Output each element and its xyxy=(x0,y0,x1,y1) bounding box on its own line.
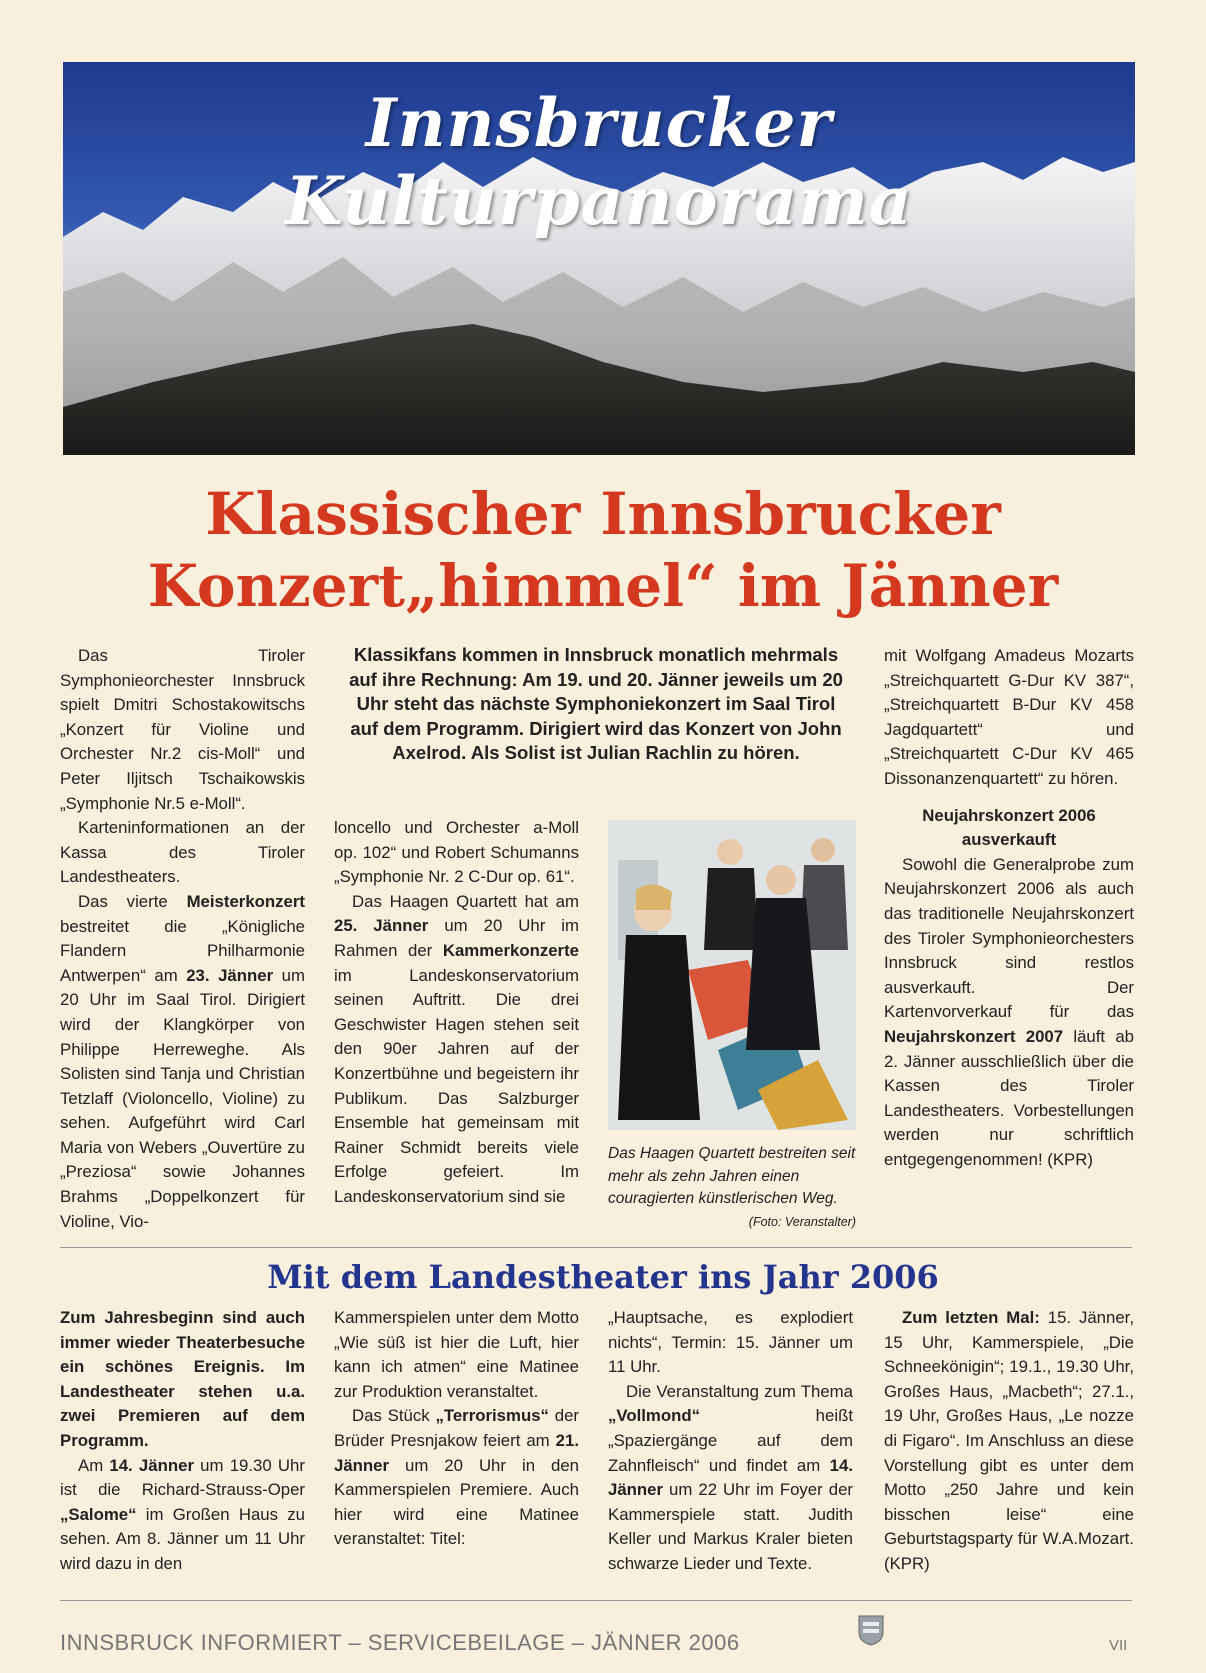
section-title: Mit dem Landestheater ins Jahr 2006 xyxy=(267,1258,939,1296)
article2-column-2 xyxy=(334,1306,579,1552)
photo-credit: (Foto: Veranstalter) xyxy=(748,1214,856,1229)
article2-column-1 xyxy=(60,1306,305,1577)
footer-text: INNSBRUCK INFORMIERT – SERVICEBEILAGE – JÄNNER 2006 xyxy=(60,1630,740,1655)
paragraph: Karteninformationen an der Kassa des Tiroler Landestheaters. xyxy=(60,818,305,887)
paragraph: Das vierte Meisterkonzert bestreitet die „Königliche Flandern Philharmonie Antwerpen“ am 23. Jänner um 20 Uhr im Saal Tirol. Dirigiert wird der Klangkörper von Philippe Herreweghe. Als Solisten sind Tanja und Christian Tetzlaff (Violoncello, Violine) zu sehen. Aufgeführt wird Carl Maria von Webers „Ouvertüre zu „Preziosa“ sowie Johannes Brahms „Doppelkonzert für Violine, Vio- xyxy=(60,891,305,1231)
paragraph: Sowohl die Generalprobe zum Neujahrskonzert 2006 als auch das traditionelle Neujahrskonzert des Tiroler Symphonieorchesters Innsbruck sind restlos ausverkauft. Der Kartenvorverkauf für das Neujahrskonzert 2007 läuft ab 2. Jänner ausschließlich über die Kassen des Tiroler Landestheaters. Vorbestellungen werden nur schriftlich entgegengenommen! (KPR) xyxy=(884,854,1135,1169)
paragraph: Am 14. Jänner um 19.30 Uhr ist die Richard-Strauss-Oper „Salome“ im Großen Haus zu sehen. Am 8. Jänner um 11 Uhr wird dazu in den xyxy=(60,1455,305,1573)
paragraph: Zum letzten Mal: 15. Jänner, 15 Uhr, Kammerspiele, „Die Schneekönigin“; 19.1., 19.30 Uhr, Großes Haus, „Macbeth“; 27.1., 19 Uhr, Großes Haus, „Le nozze di Figaro“. Im Anschluss an diese Vorstellung gibt es unter dem Motto „250 Jahre und kein bisschen leise“ eine Geburtstagsparty für W.A.Mozart. (KPR) xyxy=(884,1308,1134,1573)
banner-image xyxy=(63,62,1135,455)
headline-line-2: Konzert„himmel“ im Jänner xyxy=(147,552,1059,620)
city-crest-icon xyxy=(857,1612,885,1646)
photo-caption xyxy=(608,1143,856,1233)
paragraph: Das Tiroler Symphonieorchester Innsbruck spielt Dmitri Schostakowitschs „Konzert für Violine und Orchester Nr.2 cis-Moll“ und Peter Iljitsch Tschaikowskis „Symphonie Nr.5 e-Moll“. xyxy=(60,646,305,813)
page-number: VII xyxy=(1109,1637,1128,1654)
article1-lead: Klassikfans kommen in Innsbruck monatlich mehrmals auf ihre Rechnung: Am 19. und 20. Jänner jeweils um 20 Uhr steht das nächste Symphoniekonzert im Saal Tirol auf dem Programm. Dirigiert wird das Konzert von John Axelrod. Als Solist ist Julian Rachlin zu hören. xyxy=(349,644,843,763)
haagen-quartett-photo xyxy=(608,820,856,1130)
headline-line-1: Klassischer Innsbrucker xyxy=(205,480,1001,548)
article1-column-1 xyxy=(60,644,305,1234)
article2-column-4 xyxy=(884,1306,1134,1577)
caption-text: Das Haagen Quartett bestreiten seit mehr als zehn Jahren einen couragierten künstlerischen Weg. xyxy=(608,1145,856,1208)
footer-divider xyxy=(60,1600,1132,1601)
section-divider xyxy=(60,1247,1132,1248)
photo-illustration xyxy=(608,820,856,1130)
article2-column-3 xyxy=(608,1306,853,1577)
article1-column-2 xyxy=(334,816,579,1210)
paragraph: Die Veranstaltung zum Thema „Vollmond“ heißt „Spaziergänge auf dem Zahnfleisch“ und findet am 14. Jänner um 22 Uhr im Foyer der Kammerspiele statt. Judith Keller und Markus Kraler bieten schwarze Lieder und Texte. xyxy=(608,1381,853,1573)
article1-column-3 xyxy=(884,644,1134,1172)
banner-title: Innsbrucker Kulturpanorama xyxy=(285,84,913,240)
headline xyxy=(0,478,1206,622)
paragraph: mit Wolfgang Amadeus Mozarts „Streichquartett G-Dur KV 387“, „Streichquartett B-Dur KV 458 Jagdquartett“ und „Streichquartett C-Dur KV 465 Dissonanzenquartett“ zu hören. xyxy=(884,646,1134,788)
paragraph: Das Haagen Quartett hat am 25. Jänner um 20 Uhr im Rahmen der Kammerkonzerte im Landeskonservatorium seinen Auftritt. Die drei Geschwister Hagen stehen seit den 90er Jahren auf der Konzertbühne und begeistern ihr Publikum. Das Salzburger Ensemble hat gemeinsam mit Rainer Schmidt bereits viele Erfolge gefeiert. Im Landeskonservatorium sind sie xyxy=(334,891,579,1206)
paragraph: „Hauptsache, es explodiert nichts“, Termin: 15. Jänner um 11 Uhr. xyxy=(608,1308,853,1377)
paragraph: loncello und Orchester a-Moll op. 102“ und Robert Schumanns „Symphonie Nr. 2 C-Dur op. 61“. xyxy=(334,818,579,887)
paragraph-lead: Zum Jahresbeginn sind auch immer wieder Theaterbesuche ein schönes Ereignis. Im Landestheater stehen u.a. zwei Premieren auf dem Programm. xyxy=(60,1308,305,1450)
paragraph: Das Stück „Terrorismus“ der Brüder Presnjakow feiert am 21. Jänner um 20 Uhr in den Kammerspielen Premiere. Auch hier wird eine Matinee veranstaltet: Titel: xyxy=(334,1406,579,1549)
subheading-neujahrskonzert: Neujahrskonzert 2006 ausverkauft xyxy=(922,805,1096,850)
paragraph: Kammerspielen unter dem Motto „Wie süß ist hier die Luft, hier kann ich atmen“ eine Matinee zur Produktion veranstaltet. xyxy=(334,1308,579,1401)
